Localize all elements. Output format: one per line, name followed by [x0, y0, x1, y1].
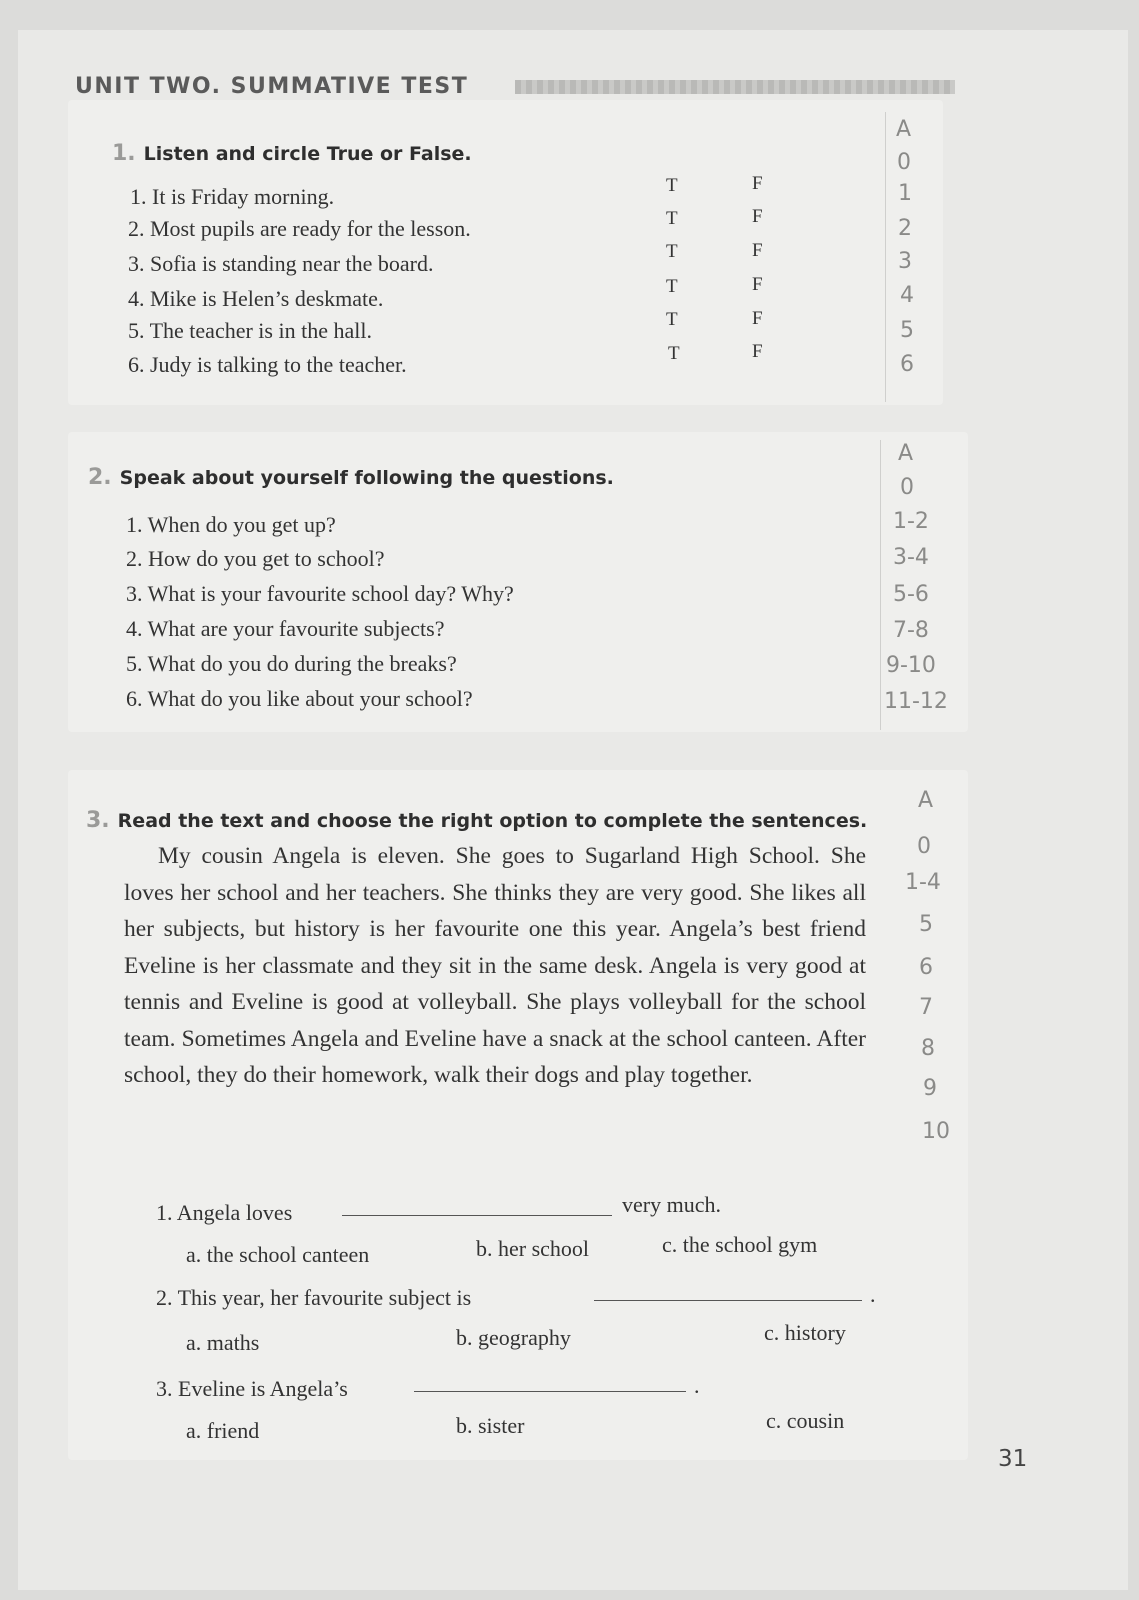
title-decoration-bar — [515, 80, 955, 94]
false-option-1[interactable]: F — [752, 173, 763, 194]
section-2-mark-3: 5-6 — [893, 582, 929, 607]
section-3-mark-1: 1-4 — [905, 870, 941, 895]
section-3-mark-6: 9 — [923, 1076, 937, 1101]
false-option-6[interactable]: F — [752, 341, 763, 362]
false-option-2[interactable]: F — [752, 206, 763, 227]
section-1-heading — [112, 141, 472, 166]
item-3-tail: . — [694, 1373, 700, 1398]
item-1-option-c[interactable]: c. the school gym — [662, 1232, 818, 1257]
item-1-answer-blank[interactable] — [342, 1215, 612, 1216]
section-1-marks-header: A — [896, 117, 912, 142]
section-1-marks-divider — [885, 112, 886, 402]
section-1-heading-text: Listen and circle True or False. — [143, 143, 472, 165]
statement-5: 5. The teacher is in the hall. — [128, 318, 372, 343]
item-2-option-b[interactable]: b. geography — [456, 1325, 571, 1350]
section-2-heading-text: Speak about yourself following the questions. — [119, 467, 614, 489]
section-2-mark-6: 11-12 — [884, 689, 948, 714]
section-3-marks-header: A — [918, 788, 934, 813]
item-3-option-c[interactable]: c. cousin — [766, 1408, 845, 1433]
section-3-number: 3. — [86, 808, 110, 833]
true-option-4[interactable]: T — [666, 276, 678, 297]
section-2-mark-4: 7-8 — [893, 618, 929, 643]
item-1-stem: 1. Angela loves — [156, 1200, 293, 1225]
item-1-option-b[interactable]: b. her school — [476, 1236, 590, 1261]
section-2-mark-2: 3-4 — [893, 545, 929, 570]
item-2-stem: 2. This year, her favourite subject is — [156, 1285, 472, 1310]
true-option-2[interactable]: T — [666, 208, 678, 229]
question-1: 1. When do you get up? — [126, 512, 336, 537]
item-1-tail: very much. — [622, 1192, 721, 1217]
section-2-number: 2. — [88, 465, 112, 490]
section-2-mark-5: 9-10 — [886, 653, 936, 678]
true-option-3[interactable]: T — [666, 241, 678, 262]
statement-4: 4. Mike is Helen’s deskmate. — [128, 286, 384, 311]
statement-1: 1. It is Friday morning. — [130, 184, 335, 209]
question-5: 5. What do you do during the breaks? — [126, 651, 457, 676]
true-option-5[interactable]: T — [666, 309, 678, 330]
section-1-mark-1: 1 — [898, 181, 912, 206]
section-1-mark-5: 5 — [900, 318, 914, 343]
section-3-mark-2: 5 — [919, 912, 933, 937]
unit-title: UNIT TWO. SUMMATIVE TEST — [75, 74, 469, 99]
question-3: 3. What is your favourite school day? Why? — [126, 581, 514, 606]
item-3-option-a[interactable]: a. friend — [186, 1418, 260, 1443]
item-3-stem: 3. Eveline is Angela’s — [156, 1376, 348, 1401]
section-2-marks-header: A — [898, 441, 914, 466]
section-2-heading — [88, 465, 614, 490]
section-3-heading — [86, 808, 867, 833]
true-option-6[interactable]: T — [668, 343, 680, 364]
statement-2: 2. Most pupils are ready for the lesson. — [128, 216, 471, 241]
section-1-number: 1. — [112, 141, 136, 166]
section-3-mark-7: 10 — [922, 1119, 950, 1144]
question-6: 6. What do you like about your school? — [126, 686, 473, 711]
section-3-mark-3: 6 — [919, 955, 933, 980]
section-1-mark-0: 0 — [897, 150, 911, 175]
false-option-5[interactable]: F — [752, 308, 763, 329]
question-4: 4. What are your favourite subjects? — [126, 616, 445, 641]
section-1-mark-6: 6 — [900, 352, 914, 377]
reading-text: My cousin Angela is eleven. She goes to Sugarland High School. She loves her school and her teachers. She thinks they are very good. She likes all her subjects, but history is her favourite one this year. Angela’s best friend Eveline is her classmate and they sit in the same desk. Angela is very good at tennis and Eveline is good at volleyball. She plays volleyball for the school team. Sometimes Angela and Eveline have a snack at the school canteen. After school, they do their homework, walk their dogs and play together. — [124, 843, 866, 1088]
item-2-option-a[interactable]: a. maths — [186, 1330, 260, 1355]
section-1-mark-3: 3 — [898, 249, 912, 274]
item-2-answer-blank[interactable] — [594, 1300, 862, 1301]
false-option-3[interactable]: F — [752, 240, 763, 261]
section-1-mark-2: 2 — [898, 216, 912, 241]
section-3-mark-0: 0 — [917, 834, 931, 859]
item-3-answer-blank[interactable] — [414, 1391, 686, 1392]
question-2: 2. How do you get to school? — [126, 546, 385, 571]
section-3-mark-5: 8 — [921, 1036, 935, 1061]
section-1-mark-4: 4 — [900, 283, 914, 308]
item-3-option-b[interactable]: b. sister — [456, 1413, 525, 1438]
item-1-option-a[interactable]: a. the school canteen — [186, 1242, 370, 1267]
item-2-option-c[interactable]: c. history — [764, 1320, 846, 1345]
item-2-tail: . — [870, 1282, 876, 1307]
section-2-mark-0: 0 — [900, 475, 914, 500]
section-2-marks-divider — [880, 440, 881, 730]
statement-3: 3. Sofia is standing near the board. — [128, 251, 434, 276]
section-3-mark-4: 7 — [919, 995, 933, 1020]
statement-6: 6. Judy is talking to the teacher. — [128, 352, 407, 377]
section-3-heading-text: Read the text and choose the right option to complete the sentences. — [117, 810, 868, 832]
page-number: 31 — [998, 1446, 1028, 1472]
true-option-1[interactable]: T — [666, 175, 678, 196]
false-option-4[interactable]: F — [752, 274, 763, 295]
section-2-mark-1: 1-2 — [893, 509, 929, 534]
